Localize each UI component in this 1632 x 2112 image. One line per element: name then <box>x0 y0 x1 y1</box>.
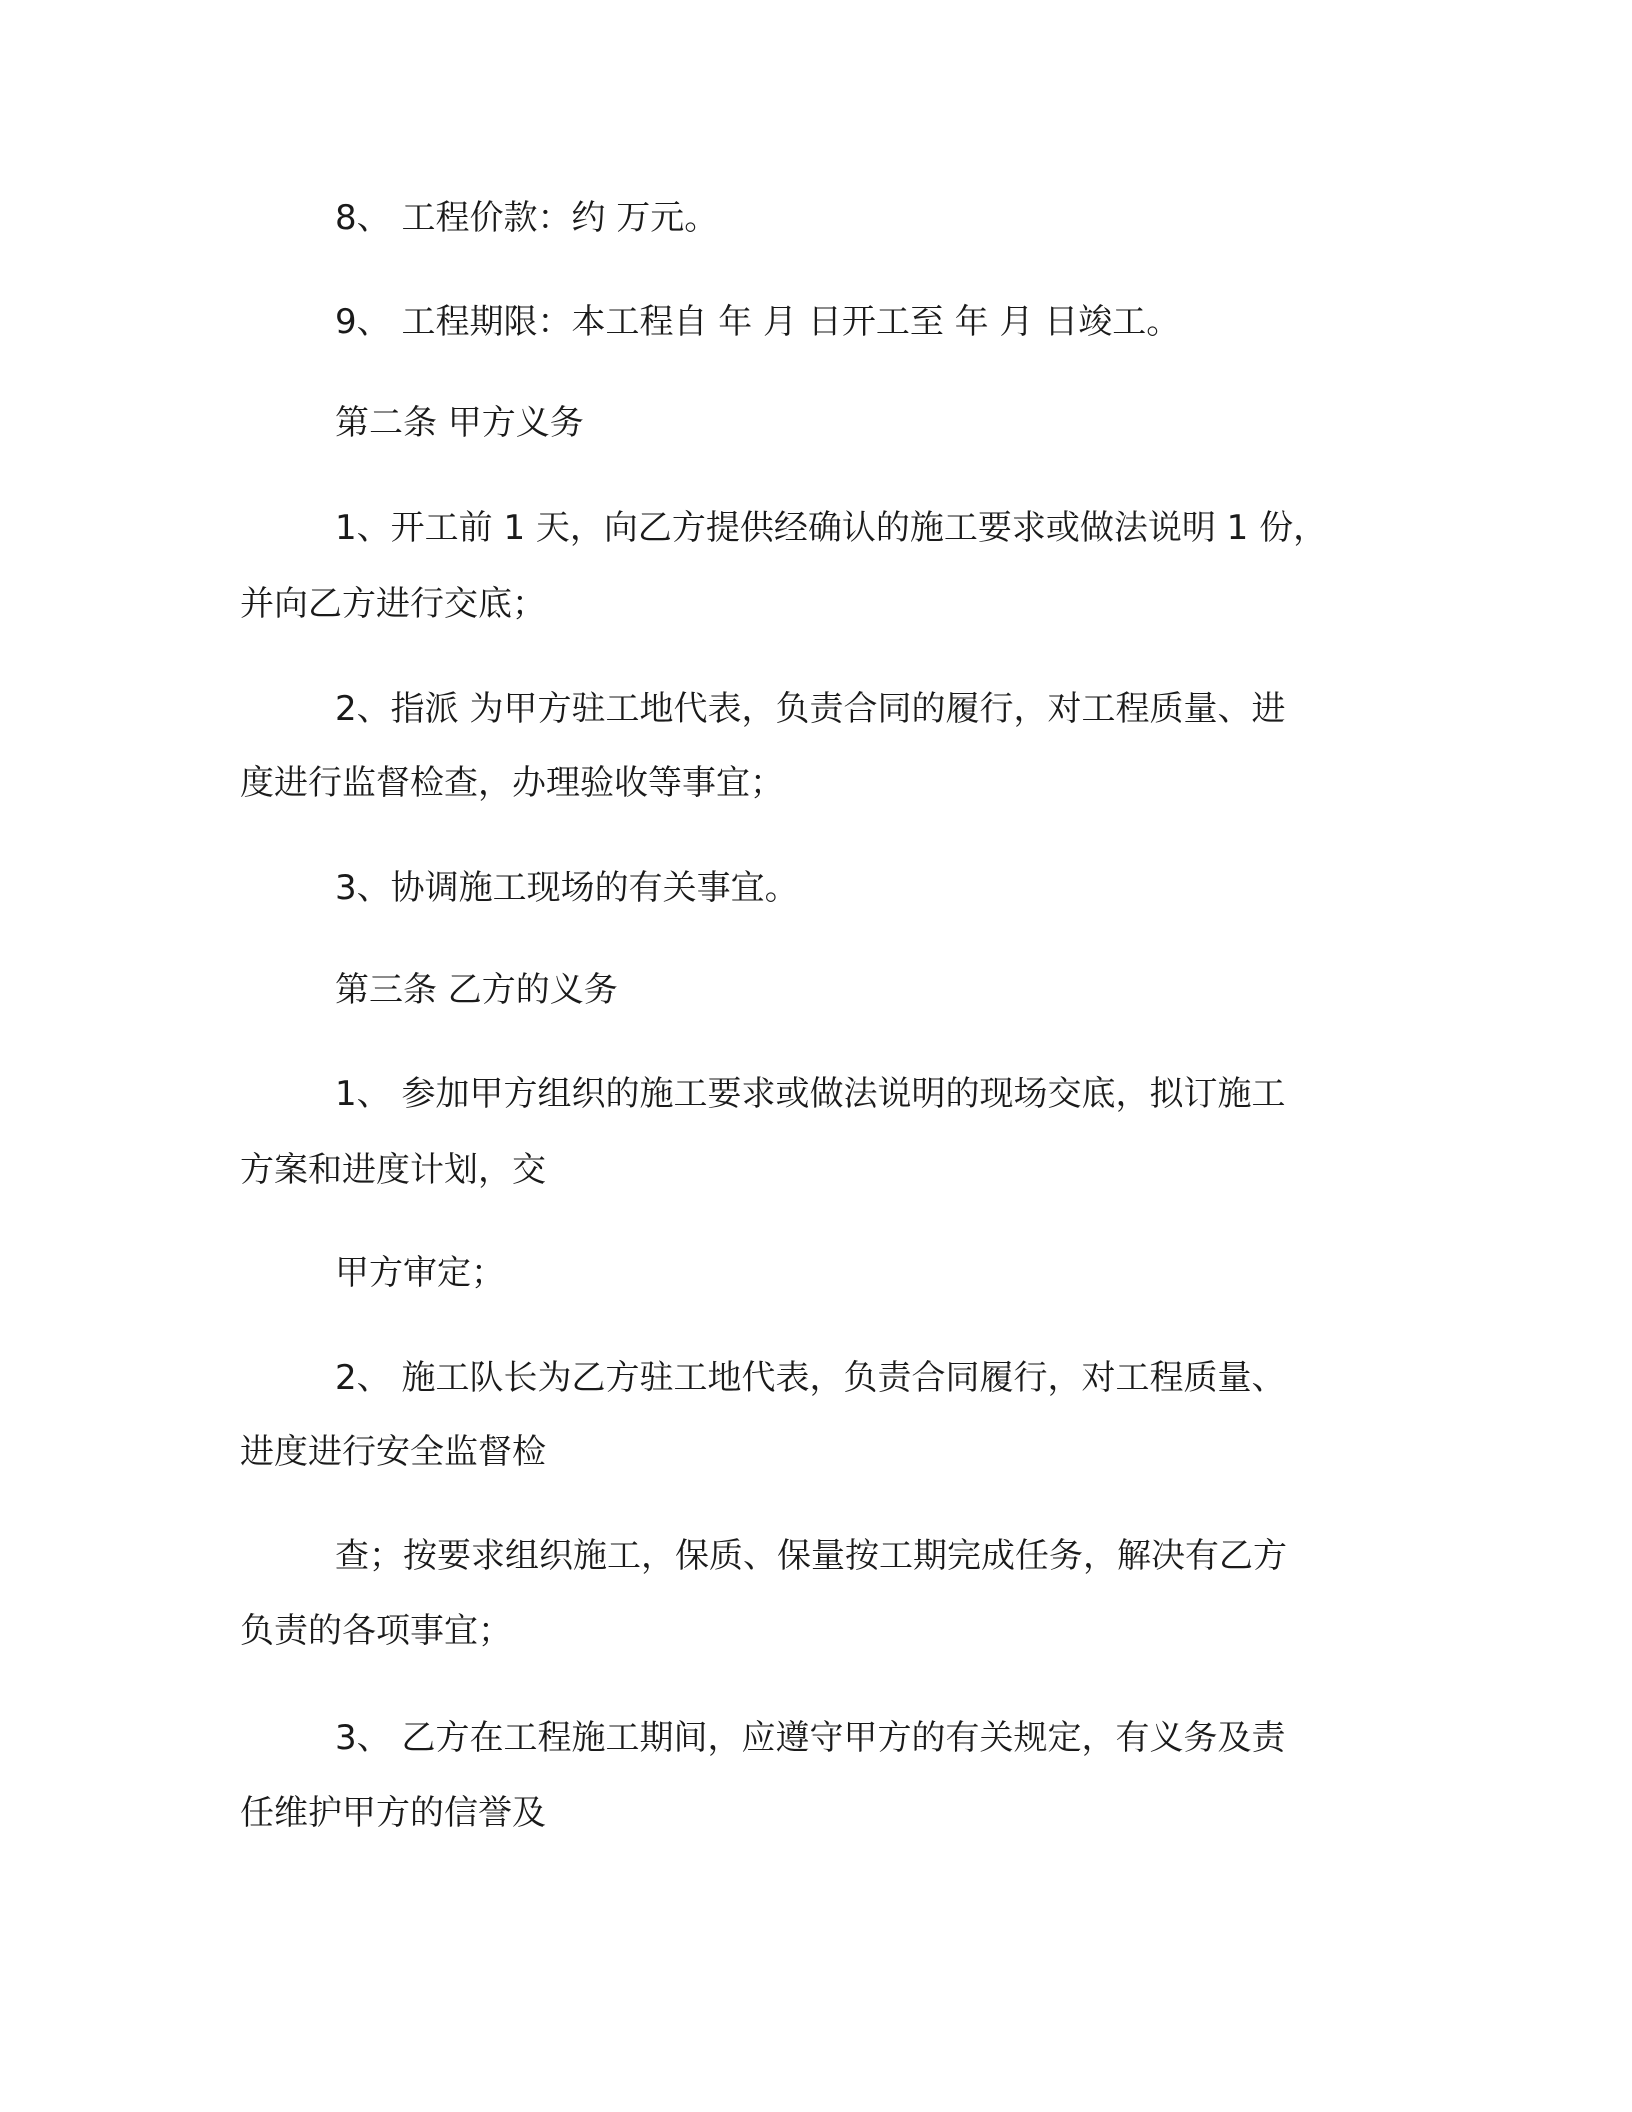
party-b-duty-3-line-2: 任维护甲方的信誉及 <box>240 1793 546 1833</box>
party-b-duty-3-line-1: 3、 乙方在工程施工期间，应遵守甲方的有关规定，有义务及责 <box>335 1718 1286 1758</box>
party-b-duty-1-line-1: 1、 参加甲方组织的施工要求或做法说明的现场交底，拟订施工 <box>335 1074 1286 1114</box>
party-b-duty-1-line-3: 甲方审定； <box>335 1253 505 1293</box>
party-b-duty-1-line-2: 方案和进度计划，交 <box>240 1150 546 1190</box>
party-a-duty-1-line-2: 并向乙方进行交底； <box>240 584 546 624</box>
article-3-heading: 第三条 乙方的义务 <box>335 970 618 1010</box>
party-a-duty-2-line-1: 2、指派 为甲方驻工地代表，负责合同的履行，对工程质量、进 <box>335 689 1286 729</box>
party-b-duty-2-line-2: 进度进行安全监督检 <box>240 1432 546 1472</box>
party-b-duty-2-line-3: 查；按要求组织施工，保质、保量按工期完成任务，解决有乙方 <box>335 1536 1287 1576</box>
party-b-duty-2-line-4: 负责的各项事宜； <box>240 1611 512 1651</box>
party-b-duty-2-line-1: 2、 施工队长为乙方驻工地代表，负责合同履行，对工程质量、 <box>335 1358 1286 1398</box>
item-8-project-price: 8、 工程价款：约 万元。 <box>335 198 719 238</box>
party-a-duty-3: 3、协调施工现场的有关事宜。 <box>335 868 799 908</box>
party-a-duty-2-line-2: 度进行监督检查，办理验收等事宜； <box>240 763 784 803</box>
article-2-heading: 第二条 甲方义务 <box>335 403 584 443</box>
party-a-duty-1-line-1: 1、开工前 1 天，向乙方提供经确认的施工要求或做法说明 1 份， <box>335 508 1328 548</box>
item-9-project-period: 9、 工程期限：本工程自 年 月 日开工至 年 月 日竣工。 <box>335 302 1181 342</box>
